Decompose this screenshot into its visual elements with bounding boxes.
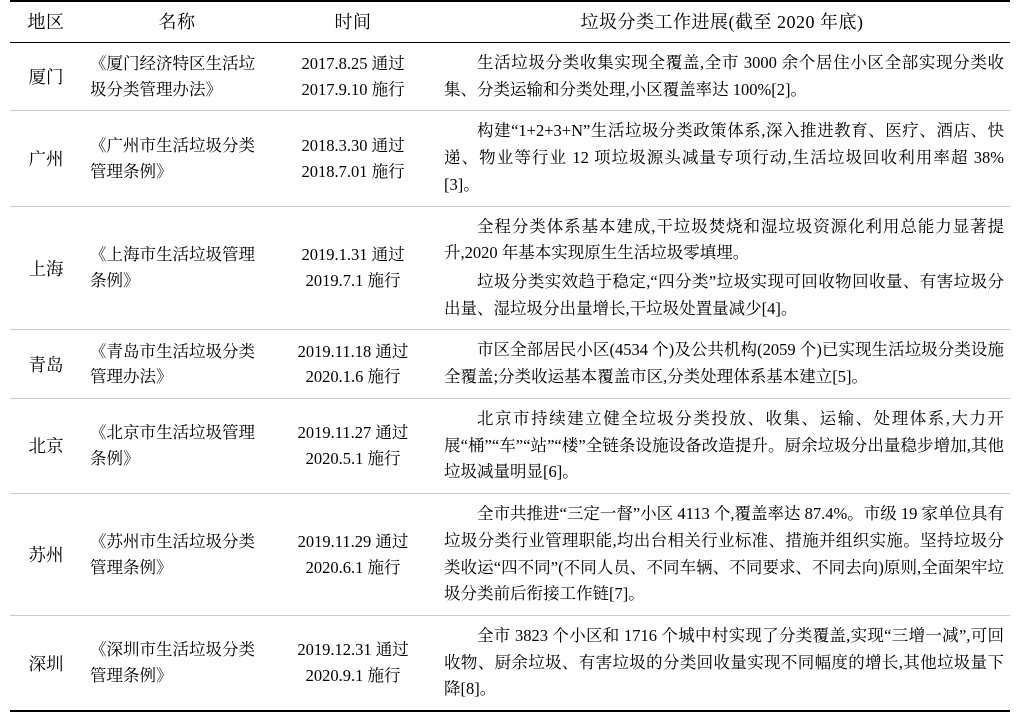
cell-region: 广州 bbox=[10, 111, 82, 206]
cell-progress bbox=[434, 494, 1010, 616]
time-line-effective: 2020.5.1 施行 bbox=[305, 448, 401, 468]
progress-paragraph: 构建“1+2+3+N”生活垃圾分类政策体系,深入推进教育、医疗、酒店、快递、物业等行业 12 项垃圾源头减量专项行动,生活垃圾回收利用率超 38%[3]。 bbox=[444, 121, 1004, 194]
cell-name: 《厦门经济特区生活垃圾分类管理办法》 bbox=[82, 43, 272, 111]
cell-region: 青岛 bbox=[10, 330, 82, 398]
table-header-row bbox=[10, 1, 1010, 43]
cell-name: 《北京市生活垃圾管理条例》 bbox=[82, 398, 272, 493]
table-body bbox=[10, 43, 1010, 712]
cell-name: 《苏州市生活垃圾分类管理条例》 bbox=[82, 494, 272, 616]
progress-paragraph: 全市 3823 个小区和 1716 个城中村实现了分类覆盖,实现“三增一减”,可回收物、厨余垃圾、有害垃圾的分类回收量实现不同幅度的增长,其他垃圾量下降[8]。 bbox=[444, 625, 1004, 699]
time-line-passed: 2019.11.27 通过 bbox=[297, 423, 409, 443]
column-header-name: 名称 bbox=[82, 1, 272, 43]
time-line-effective: 2020.6.1 施行 bbox=[305, 557, 401, 577]
time-line-passed: 2017.8.25 通过 bbox=[301, 54, 405, 74]
waste-sorting-table bbox=[10, 0, 1010, 712]
table-row bbox=[10, 206, 1010, 330]
progress-paragraph: 垃圾分类实效趋于稳定,“四分类”垃圾实现可回收物回收量、有害垃圾分出量、湿垃圾分出量增长,干垃圾处置量减少[4]。 bbox=[444, 272, 1004, 318]
cell-time bbox=[272, 43, 434, 111]
time-line-effective: 2020.1.6 施行 bbox=[305, 367, 401, 387]
cell-name: 《广州市生活垃圾分类管理条例》 bbox=[82, 111, 272, 206]
cell-time bbox=[272, 494, 434, 616]
time-line-passed: 2019.1.31 通过 bbox=[301, 245, 405, 265]
time-line-passed: 2019.11.18 通过 bbox=[297, 341, 409, 361]
cell-progress bbox=[434, 43, 1010, 111]
progress-paragraph: 生活垃圾分类收集实现全覆盖,全市 3000 余个居住小区全部实现分类收集、分类运输和分类处理,小区覆盖率达 100%[2]。 bbox=[444, 53, 1004, 99]
cell-name: 《青岛市生活垃圾分类管理办法》 bbox=[82, 330, 272, 398]
cell-region: 深圳 bbox=[10, 615, 82, 711]
table-row bbox=[10, 111, 1010, 206]
cell-progress bbox=[434, 206, 1010, 330]
time-line-effective: 2017.9.10 施行 bbox=[301, 79, 405, 99]
time-line-effective: 2018.7.01 施行 bbox=[301, 161, 405, 181]
cell-time bbox=[272, 330, 434, 398]
cell-time bbox=[272, 398, 434, 493]
column-header-time: 时间 bbox=[272, 1, 434, 43]
cell-time bbox=[272, 206, 434, 330]
column-header-region: 地区 bbox=[10, 1, 82, 43]
progress-paragraph: 北京市持续建立健全垃圾分类投放、收集、运输、处理体系,大力开展“桶”“车”“站”“楼”全链条设施设备改造提升。厨余垃圾分出量稳步增加,其他垃圾减量明显[6]。 bbox=[444, 408, 1004, 482]
cell-name: 《上海市生活垃圾管理条例》 bbox=[82, 206, 272, 330]
time-line-passed: 2019.12.31 通过 bbox=[297, 640, 409, 660]
column-header-progress: 垃圾分类工作进展(截至 2020 年底) bbox=[434, 1, 1010, 43]
cell-region: 苏州 bbox=[10, 494, 82, 616]
progress-paragraph: 全程分类体系基本建成,干垃圾焚烧和湿垃圾资源化利用总能力显著提升,2020 年基本实现原生生活垃圾零填埋。 bbox=[444, 216, 1004, 263]
cell-progress bbox=[434, 615, 1010, 711]
cell-region: 上海 bbox=[10, 206, 82, 330]
time-line-effective: 2020.9.1 施行 bbox=[305, 666, 401, 686]
time-line-effective: 2019.7.1 施行 bbox=[305, 271, 401, 291]
time-line-passed: 2018.3.30 通过 bbox=[301, 135, 405, 155]
cell-progress bbox=[434, 398, 1010, 493]
cell-progress bbox=[434, 111, 1010, 206]
table-row bbox=[10, 43, 1010, 111]
cell-progress bbox=[434, 330, 1010, 398]
cell-name: 《深圳市生活垃圾分类管理条例》 bbox=[82, 615, 272, 711]
cell-region: 北京 bbox=[10, 398, 82, 493]
cell-time bbox=[272, 111, 434, 206]
table-header bbox=[10, 1, 1010, 43]
table-row bbox=[10, 398, 1010, 493]
cell-time bbox=[272, 615, 434, 711]
table-row bbox=[10, 615, 1010, 711]
progress-paragraph: 全市共推进“三定一督”小区 4113 个,覆盖率达 87.4%。市级 19 家单位具有垃圾分类行业管理职能,均出台相关行业标准、措施并组织实施。坚持垃圾分类收运“四不同”(不同人员、不同车辆、不同要求、不同去向)原则,全面架牢垃圾分类前后衔接工作链[7]。 bbox=[444, 504, 1004, 604]
time-line-passed: 2019.11.29 通过 bbox=[297, 531, 409, 551]
progress-paragraph: 市区全部居民小区(4534 个)及公共机构(2059 个)已实现生活垃圾分类设施全覆盖;分类收运基本覆盖市区,分类处理体系基本建立[5]。 bbox=[444, 340, 1004, 387]
cell-region: 厦门 bbox=[10, 43, 82, 111]
table-row bbox=[10, 330, 1010, 398]
table-row bbox=[10, 494, 1010, 616]
